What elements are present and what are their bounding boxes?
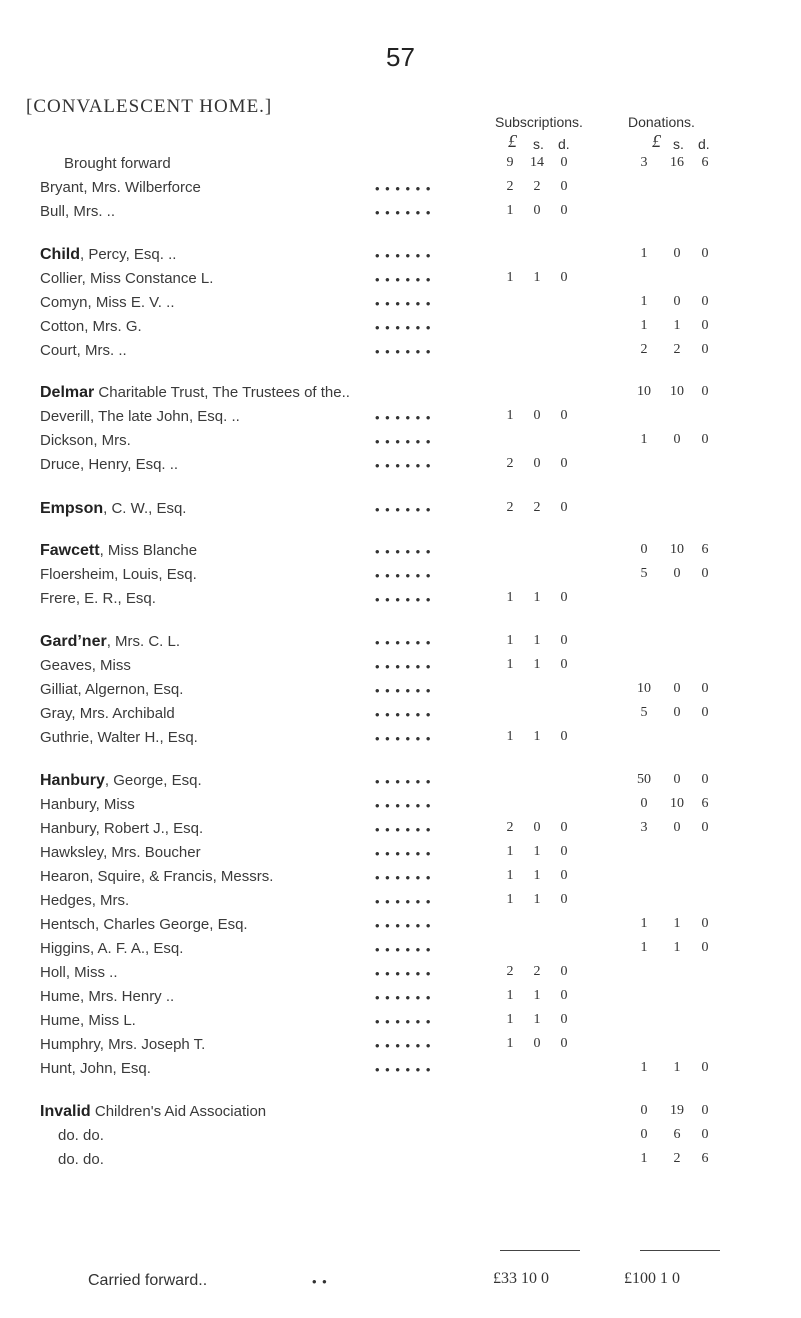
table-row <box>0 820 801 842</box>
leader-dots: • • • • • • <box>375 458 432 473</box>
sub-pence-unit: d. <box>558 136 570 152</box>
donation-shillings: 1 <box>673 1060 681 1075</box>
contributor-name: Guthrie, Walter H., Esq. <box>40 729 198 746</box>
subscription-shillings: 1 <box>533 270 541 285</box>
subscription-pounds: 1 <box>506 657 514 672</box>
donation-shillings: 0 <box>673 246 681 261</box>
leader-dots: • • • • • • <box>375 296 432 311</box>
table-row <box>0 988 801 1010</box>
donation-pounds: 0 <box>640 796 648 811</box>
donation-pounds: 10 <box>637 384 651 399</box>
subscription-shillings: 14 <box>530 155 544 170</box>
leader-dots: • • • • • • <box>375 870 432 885</box>
donation-pounds: 1 <box>640 294 648 309</box>
table-row <box>0 270 801 292</box>
contributor-name: Hawksley, Mrs. Boucher <box>40 844 201 861</box>
subscription-shillings: 1 <box>533 657 541 672</box>
contributor-name: Hanbury, Robert J., Esq. <box>40 820 204 837</box>
table-row <box>0 246 801 268</box>
donation-pounds: 1 <box>640 1060 648 1075</box>
subscription-pounds: 1 <box>506 1012 514 1027</box>
table-row <box>0 456 801 478</box>
table-row <box>0 294 801 316</box>
table-row <box>0 342 801 364</box>
donations-total-rule <box>640 1250 720 1251</box>
table-row <box>0 705 801 727</box>
subscription-pounds: 2 <box>506 456 514 471</box>
contributor-name: Humphry, Mrs. Joseph T. <box>40 1036 206 1053</box>
subscription-pounds: 2 <box>506 179 514 194</box>
contributor-name: Hanbury, George, Esq. <box>40 772 202 789</box>
subscription-pence: 0 <box>560 155 568 170</box>
donation-pence: 0 <box>701 384 709 399</box>
contributor-name: Hume, Mrs. Henry .. <box>40 988 175 1005</box>
contributor-name: Druce, Henry, Esq. .. <box>40 456 179 473</box>
table-row <box>0 542 801 564</box>
leader-dots: • • • • • • <box>375 272 432 287</box>
table-row <box>0 796 801 818</box>
donation-pence: 0 <box>701 1127 709 1142</box>
donation-pounds: 1 <box>640 318 648 333</box>
contributor-name: Hearon, Squire, & Francis, Messrs. <box>40 868 274 885</box>
subscription-shillings: 1 <box>533 868 541 883</box>
table-row <box>0 892 801 914</box>
donation-pounds: 3 <box>640 155 648 170</box>
table-row <box>0 179 801 201</box>
donation-pence: 0 <box>701 772 709 787</box>
contributor-name: Geaves, Miss <box>40 657 131 674</box>
table-row <box>0 1012 801 1034</box>
subscription-pounds: 1 <box>506 868 514 883</box>
subscription-pence: 0 <box>560 868 568 883</box>
contributor-name: Holl, Miss .. <box>40 964 118 981</box>
subscription-shillings: 0 <box>533 203 541 218</box>
donation-pounds: 3 <box>640 820 648 835</box>
table-row <box>0 384 801 406</box>
leader-dots: • • • • • • <box>375 1014 432 1029</box>
donation-shillings: 10 <box>670 796 684 811</box>
donation-pence: 0 <box>701 1060 709 1075</box>
donation-shillings: 16 <box>670 155 684 170</box>
donation-pence: 0 <box>701 566 709 581</box>
subscription-shillings: 2 <box>533 964 541 979</box>
contributor-name: Court, Mrs. .. <box>40 342 127 359</box>
contributor-name: Brought forward <box>64 155 171 172</box>
donation-pence: 6 <box>701 542 709 557</box>
subscription-pounds: 1 <box>506 844 514 859</box>
contributor-name: Comyn, Miss E. V. .. <box>40 294 175 311</box>
subscriptions-total-rule <box>500 1250 580 1251</box>
donation-pence: 0 <box>701 681 709 696</box>
subscription-shillings: 0 <box>533 820 541 835</box>
donation-shillings: 0 <box>673 705 681 720</box>
table-row <box>0 1103 801 1125</box>
contributor-name: Collier, Miss Constance L. <box>40 270 214 287</box>
donation-shillings: 0 <box>673 820 681 835</box>
donation-pounds: 0 <box>640 1127 648 1142</box>
leader-dots: • • • • • • <box>375 990 432 1005</box>
contributor-name: Deverill, The late John, Esq. .. <box>40 408 240 425</box>
leader-dots: • • • • • • <box>375 502 432 517</box>
donation-pence: 6 <box>701 155 709 170</box>
donation-shillings: 2 <box>673 1151 681 1166</box>
subscription-pence: 0 <box>560 1012 568 1027</box>
subscription-pounds: 9 <box>506 155 514 170</box>
table-row <box>0 868 801 890</box>
subscription-pounds: 1 <box>506 892 514 907</box>
sub-pound-unit: £ <box>508 131 517 151</box>
donation-pence: 0 <box>701 940 709 955</box>
table-row <box>0 318 801 340</box>
subscription-pence: 0 <box>560 729 568 744</box>
leader-dots: • • • • • • <box>375 683 432 698</box>
table-row <box>0 408 801 430</box>
table-row <box>0 729 801 751</box>
subscription-pence: 0 <box>560 179 568 194</box>
donation-pounds: 1 <box>640 940 648 955</box>
contributor-name: Frere, E. R., Esq. <box>40 590 156 607</box>
donation-shillings: 6 <box>673 1127 681 1142</box>
contributor-name: Floersheim, Louis, Esq. <box>40 566 197 583</box>
sub-shilling-unit: s. <box>533 136 544 152</box>
leader-dots: • • • • • • <box>375 592 432 607</box>
leader-dots: • • • • • • <box>375 205 432 220</box>
contributor-name: do. do. <box>58 1151 104 1168</box>
contributor-name: Hunt, John, Esq. <box>40 1060 151 1077</box>
contributor-name: Delmar Charitable Trust, The Trustees of the.. <box>40 384 350 401</box>
donation-pence: 0 <box>701 294 709 309</box>
subscription-pence: 0 <box>560 820 568 835</box>
subscription-pence: 0 <box>560 657 568 672</box>
subscription-pence: 0 <box>560 988 568 1003</box>
subscription-pounds: 2 <box>506 500 514 515</box>
leader-dots: • • • • • • <box>375 568 432 583</box>
donation-pounds: 5 <box>640 705 648 720</box>
donation-pounds: 1 <box>640 432 648 447</box>
subscription-shillings: 1 <box>533 892 541 907</box>
table-row <box>0 566 801 588</box>
donation-pence: 0 <box>701 432 709 447</box>
subscription-shillings: 1 <box>533 633 541 648</box>
donation-pounds: 1 <box>640 246 648 261</box>
contributor-name: Hedges, Mrs. <box>40 892 130 909</box>
subscriptions-total: £33 10 0 <box>493 1270 549 1287</box>
donation-shillings: 2 <box>673 342 681 357</box>
subscription-shillings: 2 <box>533 500 541 515</box>
leader-dots: • • • • • • <box>375 846 432 861</box>
leader-dots: • • • • • • <box>375 918 432 933</box>
page-number: 57 <box>386 42 415 72</box>
donation-shillings: 10 <box>670 542 684 557</box>
donation-pence: 0 <box>701 916 709 931</box>
subscriptions-column-header: Subscriptions. <box>495 114 583 130</box>
table-row <box>0 772 801 794</box>
subscription-pounds: 2 <box>506 964 514 979</box>
leader-dots: • • • • • • <box>375 181 432 196</box>
subscription-pounds: 1 <box>506 270 514 285</box>
donations-column-header: Donations. <box>628 114 695 130</box>
leader-dots: • • • • • • <box>375 707 432 722</box>
donation-pounds: 2 <box>640 342 648 357</box>
leader-dots: • • • • • • <box>375 434 432 449</box>
leader-dots: • • • • • • <box>375 248 432 263</box>
contributor-name: Fawcett, Miss Blanche <box>40 542 198 559</box>
contributor-name: Gray, Mrs. Archibald <box>40 705 175 722</box>
table-row <box>0 633 801 655</box>
leader-dots: • • • • • • <box>375 659 432 674</box>
subscription-pounds: 1 <box>506 590 514 605</box>
subscription-pence: 0 <box>560 844 568 859</box>
donation-shillings: 19 <box>670 1103 684 1118</box>
donation-shillings: 10 <box>670 384 684 399</box>
table-row <box>0 432 801 454</box>
subscription-pence: 0 <box>560 590 568 605</box>
leader-dots: • • • • • • <box>375 966 432 981</box>
subscription-shillings: 0 <box>533 1036 541 1051</box>
contributor-name: do. do. <box>58 1127 104 1144</box>
donation-pounds: 1 <box>640 916 648 931</box>
table-row <box>0 155 801 177</box>
table-row <box>0 681 801 703</box>
leader-dots: • • • • • • <box>375 320 432 335</box>
table-row <box>0 500 801 522</box>
donation-pence: 0 <box>701 1103 709 1118</box>
leader-dots: • • • • • • <box>375 1038 432 1053</box>
subscription-shillings: 1 <box>533 729 541 744</box>
table-row <box>0 844 801 866</box>
donation-pence: 0 <box>701 342 709 357</box>
subscription-pounds: 1 <box>506 408 514 423</box>
leader-dots: • • • • • • <box>375 894 432 909</box>
table-row <box>0 1127 801 1149</box>
leader-dots: • • • • • • <box>375 1062 432 1077</box>
subscription-shillings: 0 <box>533 456 541 471</box>
donation-pence: 0 <box>701 246 709 261</box>
table-row <box>0 1151 801 1173</box>
subscription-shillings: 1 <box>533 590 541 605</box>
subscription-pence: 0 <box>560 892 568 907</box>
donation-shillings: 0 <box>673 294 681 309</box>
contributor-name: Gard’ner, Mrs. C. L. <box>40 633 181 650</box>
leader-dots: • • • • • • <box>375 822 432 837</box>
subscription-pence: 0 <box>560 456 568 471</box>
contributor-name: Higgins, A. F. A., Esq. <box>40 940 184 957</box>
don-shilling-unit: s. <box>673 136 684 152</box>
subscription-pounds: 2 <box>506 820 514 835</box>
leader-dots: • • • • • • <box>375 731 432 746</box>
leader-dots: • • • • • • <box>375 774 432 789</box>
contributor-name: Empson, C. W., Esq. <box>40 500 187 517</box>
donation-pounds: 1 <box>640 1151 648 1166</box>
subscription-shillings: 1 <box>533 1012 541 1027</box>
contributor-name: Invalid Children's Aid Association <box>40 1103 267 1120</box>
subscription-shillings: 1 <box>533 844 541 859</box>
donation-pounds: 0 <box>640 542 648 557</box>
donation-pence: 6 <box>701 796 709 811</box>
table-row <box>0 657 801 679</box>
table-row <box>0 1036 801 1058</box>
donation-shillings: 1 <box>673 940 681 955</box>
subscription-shillings: 1 <box>533 988 541 1003</box>
donation-pence: 6 <box>701 1151 709 1166</box>
don-pence-unit: d. <box>698 136 710 152</box>
carried-forward-label: Carried forward.. <box>88 1272 208 1289</box>
donation-pounds: 10 <box>637 681 651 696</box>
leader-dots: • • • • • • <box>375 942 432 957</box>
donation-pence: 0 <box>701 820 709 835</box>
donations-total: £100 1 0 <box>624 1270 680 1287</box>
subscription-pence: 0 <box>560 633 568 648</box>
donation-pounds: 50 <box>637 772 651 787</box>
subscription-pence: 0 <box>560 500 568 515</box>
contributor-name: Dickson, Mrs. <box>40 432 131 449</box>
leader-dots: • • • • • • <box>375 410 432 425</box>
subscription-pence: 0 <box>560 203 568 218</box>
subscription-pence: 0 <box>560 408 568 423</box>
table-row <box>0 964 801 986</box>
contributor-name: Hume, Miss L. <box>40 1012 136 1029</box>
table-row <box>0 940 801 962</box>
contributor-name: Bryant, Mrs. Wilberforce <box>40 179 201 196</box>
section-title: [CONVALESCENT HOME.] <box>26 96 273 117</box>
subscription-pence: 0 <box>560 270 568 285</box>
table-row <box>0 1060 801 1082</box>
contributor-name: Cotton, Mrs. G. <box>40 318 142 335</box>
donation-shillings: 0 <box>673 772 681 787</box>
subscription-pounds: 1 <box>506 729 514 744</box>
donation-shillings: 1 <box>673 916 681 931</box>
subscription-shillings: 0 <box>533 408 541 423</box>
subscription-pounds: 1 <box>506 203 514 218</box>
table-row <box>0 590 801 612</box>
donation-shillings: 0 <box>673 681 681 696</box>
subscription-pounds: 1 <box>506 1036 514 1051</box>
donation-shillings: 0 <box>673 432 681 447</box>
table-row <box>0 203 801 225</box>
carried-forward-dots: • • <box>312 1274 328 1289</box>
contributor-name: Child, Percy, Esq. .. <box>40 246 177 263</box>
contributor-name: Gilliat, Algernon, Esq. <box>40 681 184 698</box>
donation-shillings: 0 <box>673 566 681 581</box>
donation-pounds: 0 <box>640 1103 648 1118</box>
leader-dots: • • • • • • <box>375 544 432 559</box>
subscription-pence: 0 <box>560 964 568 979</box>
donation-shillings: 1 <box>673 318 681 333</box>
donation-pounds: 5 <box>640 566 648 581</box>
don-pound-unit: £ <box>652 131 661 151</box>
subscription-pence: 0 <box>560 1036 568 1051</box>
subscription-pounds: 1 <box>506 633 514 648</box>
leader-dots: • • • • • • <box>375 635 432 650</box>
subscription-shillings: 2 <box>533 179 541 194</box>
table-row <box>0 916 801 938</box>
contributor-name: Bull, Mrs. .. <box>40 203 116 220</box>
donation-pence: 0 <box>701 318 709 333</box>
leader-dots: • • • • • • <box>375 344 432 359</box>
donation-pence: 0 <box>701 705 709 720</box>
leader-dots: • • • • • • <box>375 798 432 813</box>
subscription-pounds: 1 <box>506 988 514 1003</box>
contributor-name: Hanbury, Miss <box>40 796 135 813</box>
contributor-name: Hentsch, Charles George, Esq. <box>40 916 248 933</box>
